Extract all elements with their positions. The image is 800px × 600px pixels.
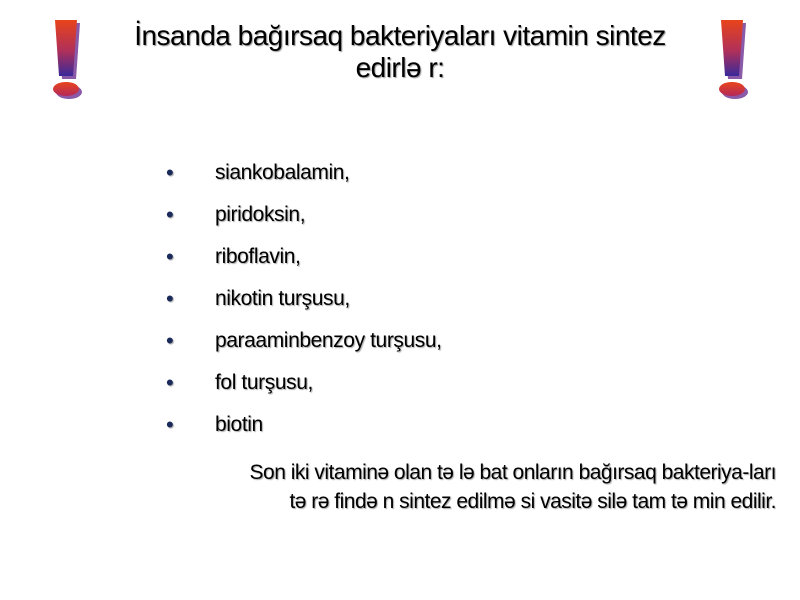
footnote-line-2: tə rə fində n sintez edilmə si vasitə silə tam tə min edilir. [289, 490, 776, 513]
bullet-icon: • [166, 328, 174, 353]
footnote-paragraph [150, 458, 776, 516]
exclamation-icon [714, 18, 750, 102]
exclamation-icon [48, 18, 84, 102]
title-line-2: edirlə r: [355, 52, 445, 83]
list-item-text: paraaminbenzoy turşusu, [215, 329, 442, 352]
list-item-text: riboflavin, [215, 245, 301, 268]
list-item-text: fol turşusu, [215, 371, 313, 394]
bullet-icon: • [166, 286, 174, 311]
title-line-1: İnsanda bağırsaq bakteriyaları vitamin sintez [134, 20, 666, 51]
footnote-line-1: Son iki vitaminə olan tə lə bat onların bağırsaq bakteriya-ları [249, 461, 776, 484]
bullet-icon: • [166, 244, 174, 269]
bullet-icon: • [166, 412, 174, 437]
bullet-icon: • [166, 370, 174, 395]
list-item-text: piridoksin, [215, 203, 306, 226]
slide-title [100, 20, 700, 84]
list-item-text: siankobalamin, [215, 161, 350, 184]
bullet-icon: • [166, 202, 174, 227]
bullet-icon: • [166, 160, 174, 185]
list-item-text: biotin [215, 413, 263, 436]
list-item-text: nikotin turşusu, [215, 287, 350, 310]
